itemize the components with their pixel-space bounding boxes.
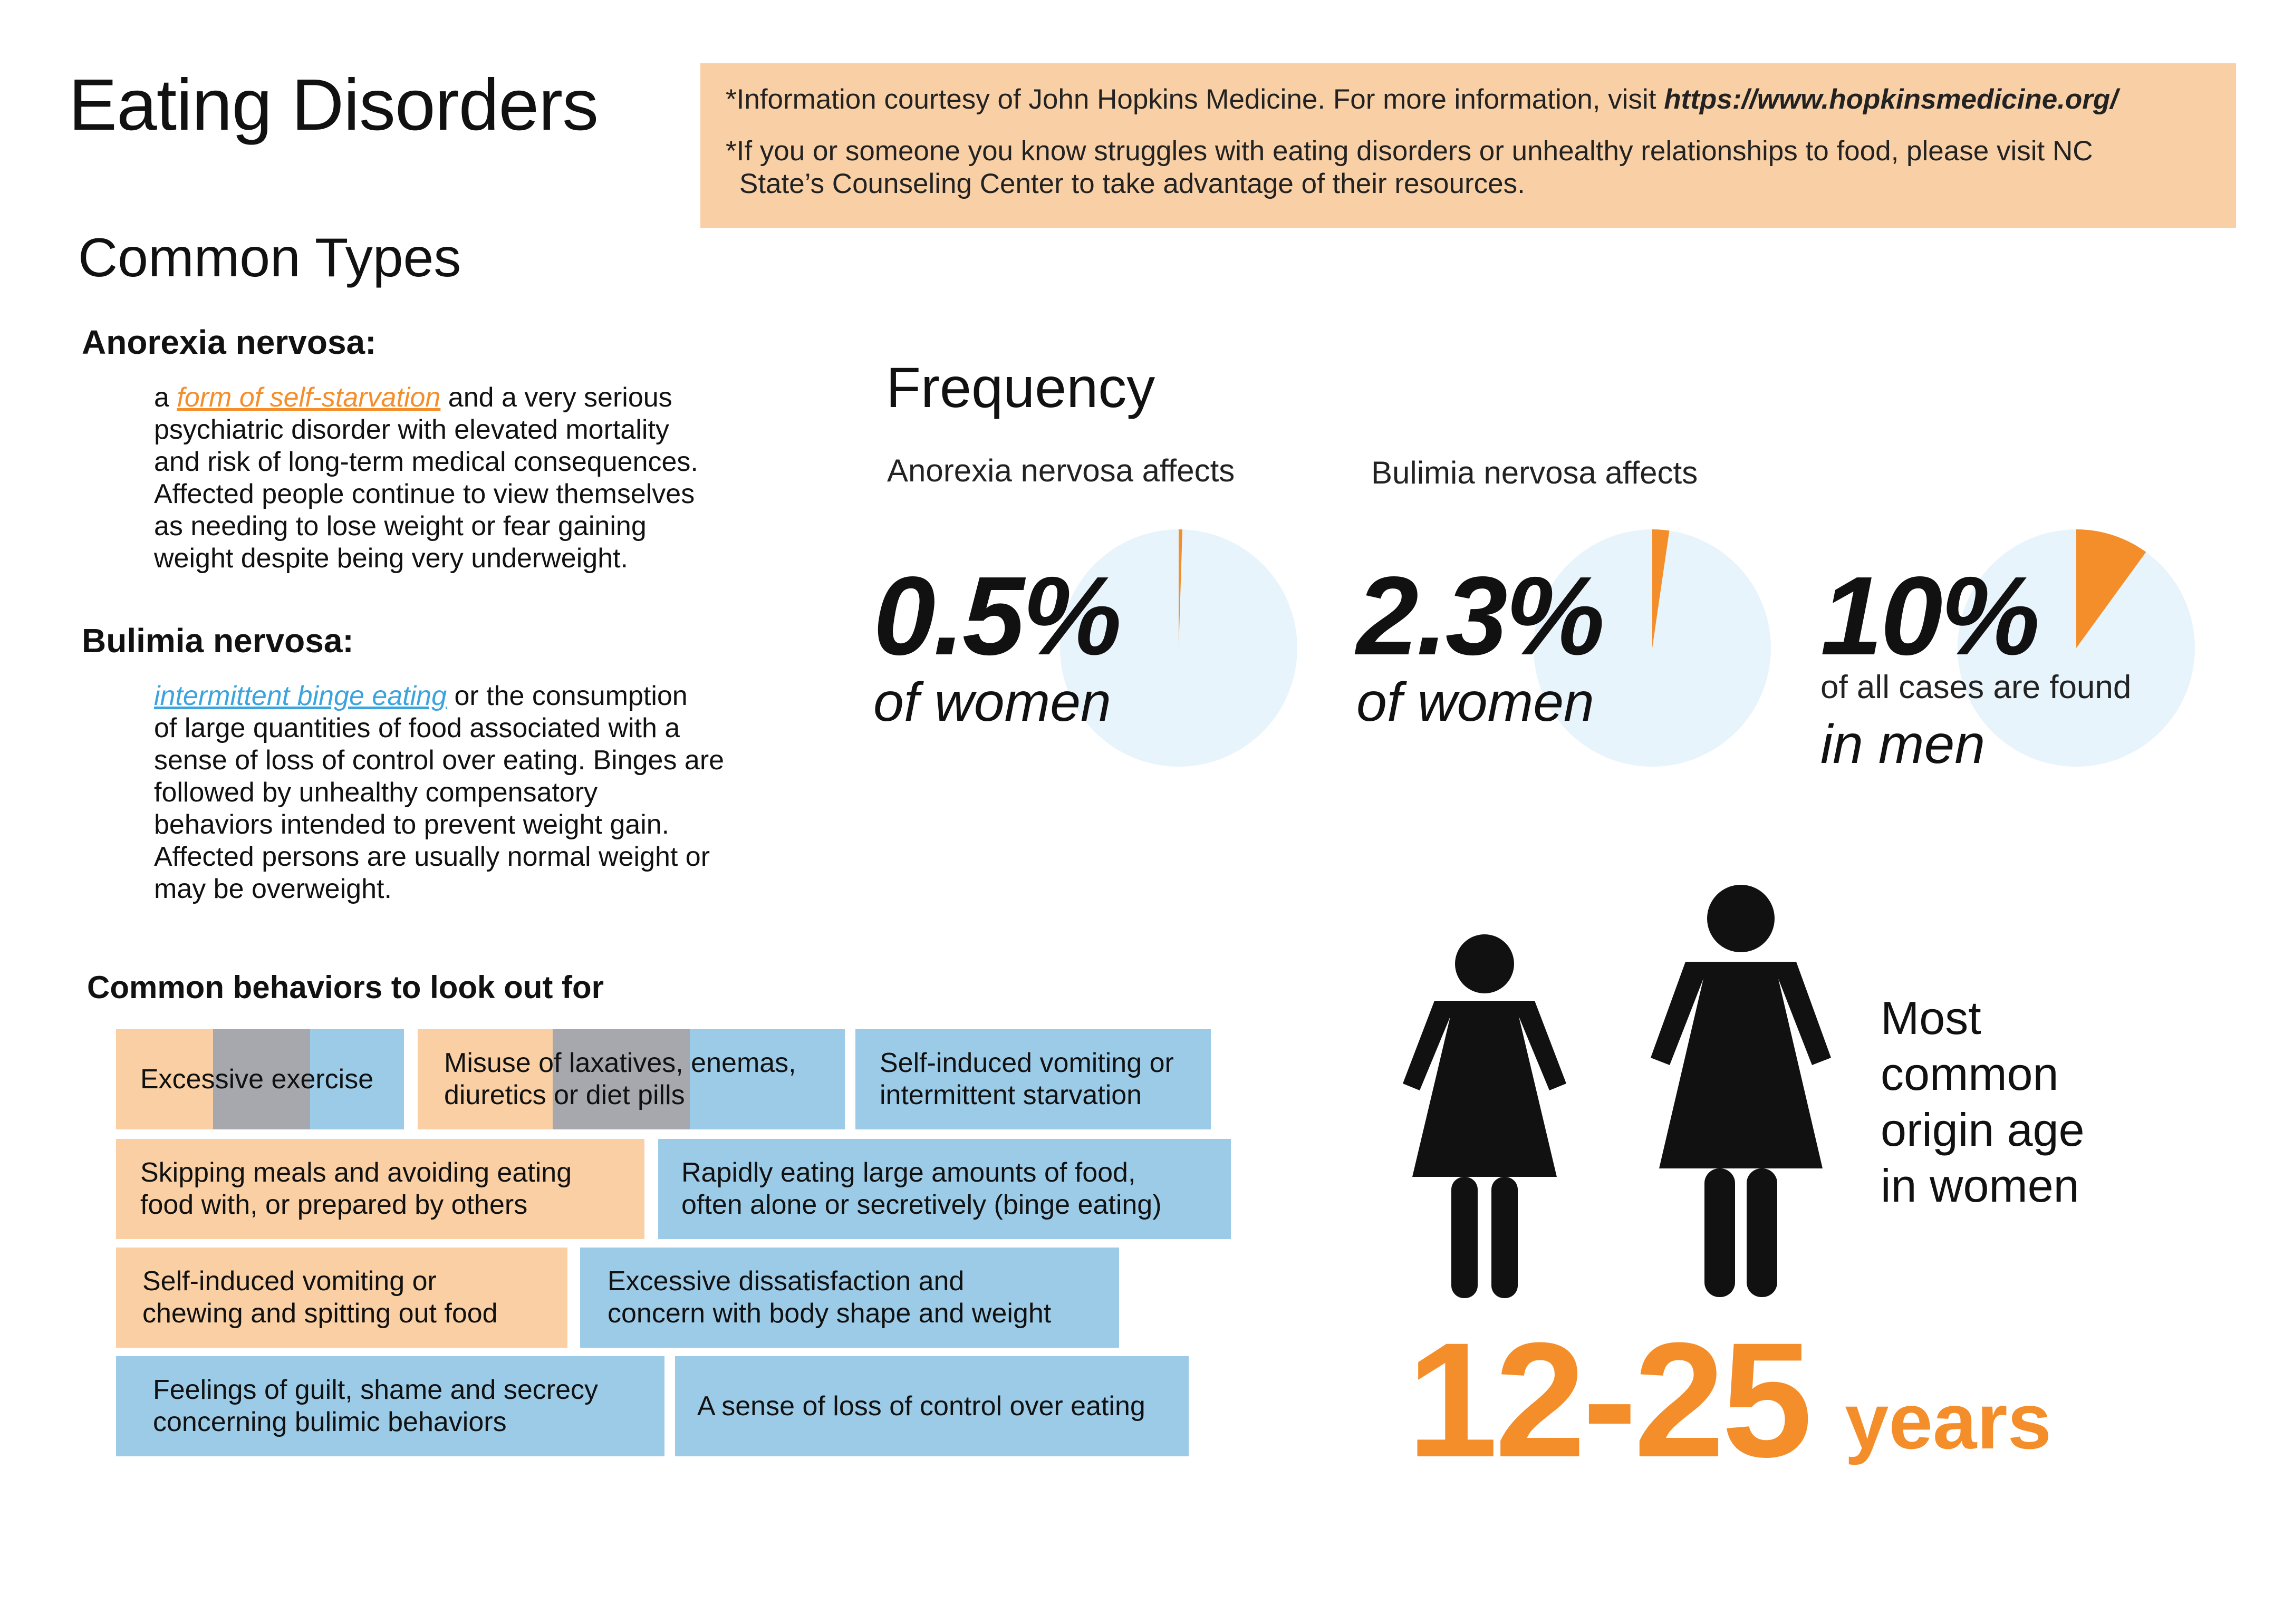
behavior-guilt-shame	[153, 1374, 598, 1438]
page-title: Eating Disorders	[69, 64, 599, 146]
anorexia-line-1: and a very serious	[440, 382, 672, 413]
anorexia-line-3: and risk of long-term medical consequences.	[154, 447, 698, 477]
anorexia-of-women: of women	[873, 672, 1111, 733]
bulimia-line-4: followed by unhealthy compensatory	[154, 777, 598, 808]
bulimia-line-3: sense of loss of control over eating. Binges are	[154, 745, 725, 776]
help-note	[726, 135, 2213, 200]
behavior-skipping-meals	[140, 1157, 572, 1221]
behavior-tile	[580, 1248, 1119, 1348]
behavior-vomiting-chewing	[142, 1265, 498, 1330]
bulimia-description	[154, 680, 787, 905]
men-cases-label: of all cases are found	[1820, 669, 2132, 705]
behavior-text-line: Rapidly eating large amounts of food,	[681, 1157, 1136, 1188]
behavior-text-line: Skipping meals and avoiding eating	[140, 1157, 572, 1188]
common-types-heading: Common Types	[78, 227, 461, 288]
bulimia-percent: 2.3%	[1356, 553, 1603, 678]
behavior-excessive-exercise: Excessive exercise	[140, 1064, 374, 1095]
help-note-line-2: State’s Counseling Center to take advantage of their resources.	[739, 168, 1525, 199]
behavior-text-line: chewing and spitting out food	[142, 1298, 498, 1329]
source-note	[726, 83, 2213, 116]
behavior-text-line: Misuse of laxatives, enemas,	[444, 1048, 796, 1078]
origin-line-1: Most	[1881, 992, 1981, 1044]
men-percent: 10%	[1820, 553, 2038, 678]
bulimia-affects-label: Bulimia nervosa affects	[1371, 455, 1698, 490]
bulimia-line-1: or the consumption	[447, 681, 688, 711]
behavior-tile	[116, 1356, 664, 1456]
behavior-text-line: diuretics or diet pills	[444, 1080, 685, 1110]
behavior-text-line: Self-induced vomiting or	[142, 1266, 437, 1297]
anorexia-affects-label: Anorexia nervosa affects	[887, 453, 1235, 488]
source-link[interactable]: https://www.hopkinsmedicine.org/	[1664, 84, 2118, 115]
anorexia-line-2: psychiatric disorder with elevated mortality	[154, 414, 669, 445]
behavior-tile	[675, 1356, 1189, 1456]
help-note-line-1: *If you or someone you know struggles with eating disorders or unhealthy relationships to food, please visit NC	[726, 136, 2093, 167]
behavior-text-line: concerning bulimic behaviors	[153, 1407, 507, 1437]
behavior-text-line: food with, or prepared by others	[140, 1190, 528, 1220]
anorexia-heading: Anorexia nervosa:	[82, 323, 377, 361]
behavior-text-line: concern with body shape and weight	[608, 1298, 1052, 1329]
bulimia-line-5: behaviors intended to prevent weight gain.	[154, 809, 670, 840]
behavior-tile	[116, 1248, 567, 1348]
anorexia-description	[154, 382, 760, 575]
binge-eating-link[interactable]: intermittent binge eating	[154, 681, 447, 711]
behavior-text-line: often alone or secretively (binge eating)	[681, 1190, 1162, 1220]
bulimia-line-7: may be overweight.	[154, 874, 392, 904]
behavior-misuse-laxatives	[444, 1047, 796, 1111]
anorexia-line-5: as needing to lose weight or fear gaining	[154, 511, 647, 542]
origin-line-2: common	[1881, 1048, 2059, 1100]
bulimia-line-6: Affected persons are usually normal weight or	[154, 842, 710, 872]
origin-age-range: 12-25	[1407, 1308, 1809, 1491]
anorexia-line-6: weight despite being very underweight.	[154, 543, 629, 574]
behavior-text-line: intermittent starvation	[880, 1080, 1142, 1110]
woman-icon	[1638, 884, 1844, 1300]
anorexia-prefix: a	[154, 382, 177, 413]
self-starvation-link[interactable]: form of self-starvation	[177, 382, 441, 413]
behavior-body-dissatisfaction	[608, 1265, 1051, 1330]
behavior-text-line: Excessive dissatisfaction and	[608, 1266, 965, 1297]
behavior-tile	[116, 1139, 644, 1239]
behavior-text-line: Self-induced vomiting or	[880, 1048, 1174, 1078]
woman-icon	[1392, 933, 1577, 1302]
bulimia-heading: Bulimia nervosa:	[82, 622, 354, 660]
behavior-vomiting-starvation	[880, 1047, 1174, 1111]
bulimia-of-women: of women	[1356, 672, 1594, 733]
men-in-men: in men	[1820, 714, 1986, 775]
info-note	[700, 63, 2236, 228]
origin-age-label	[1881, 990, 2085, 1214]
behavior-rapid-eating	[681, 1157, 1162, 1221]
anorexia-line-4: Affected people continue to view themselves	[154, 479, 695, 509]
behavior-tile	[418, 1029, 845, 1129]
behavior-tile	[658, 1139, 1231, 1239]
behaviors-heading: Common behaviors to look out for	[87, 970, 604, 1005]
origin-age-unit: years	[1845, 1377, 2052, 1465]
frequency-heading: Frequency	[886, 355, 1155, 419]
anorexia-percent: 0.5%	[873, 553, 1120, 678]
behavior-tile	[116, 1029, 404, 1129]
source-note-text: *Information courtesy of John Hopkins Medicine. For more information, visit	[726, 84, 1664, 115]
origin-line-3: origin age	[1881, 1104, 2085, 1156]
behavior-loss-of-control: A sense of loss of control over eating	[697, 1390, 1145, 1422]
behavior-tile	[855, 1029, 1211, 1129]
origin-line-4: in women	[1881, 1159, 2079, 1212]
bulimia-line-2: of large quantities of food associated with a	[154, 713, 680, 743]
behavior-text-line: Feelings of guilt, shame and secrecy	[153, 1375, 598, 1405]
